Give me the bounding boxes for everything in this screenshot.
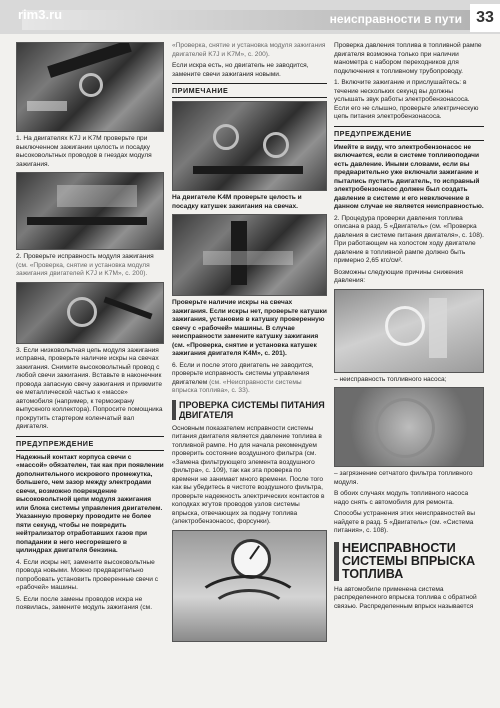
- photo-fuel-filter: [334, 387, 484, 467]
- photo-k4m-coils: [172, 101, 327, 191]
- cause-1: – неисправность топливного насоса;: [334, 375, 447, 383]
- photo-k7j-wires: [16, 42, 164, 132]
- step-6-ref: (см. «Неисправности системы впрыска топлива», с. 33).: [172, 378, 302, 394]
- reference-top: «Проверка, снятие и установка модуля зажигания двигателей K7J и K7M», с. 200).: [172, 42, 326, 58]
- photo-shape: [203, 251, 293, 265]
- caption-3: 3. Если низковольтная цепь модуля зажигания исправна, проверьте наличие искры на свечах зажигания. Снимите высоковольтный провод с любой свечи зажигания. Вставьте в наконечник провода запасную свечу зажигания и прижмите ее металлической частью к «массе» автомобиля (например, к термоэкрану выпускного коллектора). Попросите помощника прокрутить стартером коленчатый вал двигателя.: [16, 346, 163, 430]
- caption-1: 1. На двигателях K7J и K7M проверьте при выключенном зажигании целость и посадку высоковольтных проводов в гнездах модуля зажигания.: [16, 135, 152, 168]
- caption-spark-ref: (см. «Проверка, снятие и установка катушек зажигания двигателя K4M», с. 201).: [172, 341, 317, 357]
- paragraph-replace: В обоих случаях модуль топливного насоса надо снять с автомобиля для ремонта.: [334, 490, 469, 506]
- step-1: 1. Включите зажигание и прислушайтесь: в течение нескольких секунд вы должны услышать звук работы электробензонасоса. Если его не слышно, проверьте электрическую цепь питания электробензонасоса.: [334, 79, 479, 120]
- column-middle: [172, 42, 327, 645]
- photo-shape: [263, 132, 289, 158]
- column-right: [334, 42, 484, 614]
- step-6: [172, 362, 327, 396]
- photo-shape: [193, 166, 303, 174]
- paragraph-last: На автомобиле применена система распределенного впрыска топлива с обратной связью. Распределенным впрыск называется: [334, 585, 477, 610]
- section-title: неисправности в пути: [329, 12, 462, 26]
- warning-text: Надежный контакт корпуса свечи с «массой» обязателен, так как при появлении дополнительного искрового промежутка, большего, чем зазор между электродами свечи, возможно повреждение высоковольтной цепи модуля зажигания или блока системы управления двигателем. Указанную проверку проводите не более пяти секунд, чтобы не повредить нейтрализатор отработавших газов при попадании в него несгоревшего в цилиндрах двигателя бензина.: [16, 453, 164, 554]
- page-number: 33: [470, 4, 500, 32]
- paragraph-methods: Способы устранения этих неисправностей вы найдете в разд. 5 «Двигатель» (см. «Система питания», с. 108).: [334, 510, 476, 534]
- caption-2-ref: (см. «Проверка, снятие и установка модуля зажигания двигателей K7J и K7M», с. 200).: [16, 261, 150, 277]
- paragraph-pressure: Проверка давления топлива в топливной рампе двигателя возможна только при наличии манометра с набором переходников для подключения к топливному трубопроводу.: [334, 42, 482, 75]
- photo-shape: [67, 297, 97, 327]
- photo-shape: [385, 306, 425, 346]
- step-6-main: 6. Если и после этого двигатель не заводится, проверьте исправность системы управления двигателем: [172, 361, 314, 386]
- paragraph-fuel: Основным показателем исправности системы питания двигателя является давление топлива в топливной рампе. Но для начала рекомендуем проверить состояние воздушного фильтра (см. «Замена фильтрующего элемента воздушного фильтра», с. 109), так как эта проверка по времени не занимает много времени. После того как вы убедитесь в чистоте воздушного фильтра, проверьте надежность электрических контактов в колодках жгутов проводов узлов системы впрыска, отвечающих за подачу топлива (электробензонасос, форсунки).: [172, 424, 325, 525]
- column-left: [16, 42, 164, 616]
- site-label[interactable]: rim3.ru: [18, 7, 63, 22]
- caption-k4m: На двигателе K4M проверьте целость и посадку катушек зажигания на свечах.: [172, 194, 302, 210]
- caption-2-main: 2. Проверьте исправность модуля зажигания: [16, 253, 154, 260]
- photo-spark-coil: [172, 214, 327, 296]
- photo-shape: [27, 101, 67, 111]
- step-4: 4. Если искры нет, замените высоковольтные провода новыми. Можно предварительно попробовать установить проверенные свечи с «рабочей» машины.: [16, 558, 159, 591]
- photo-pressure-gauge: [172, 530, 327, 642]
- caption-2: [16, 253, 164, 279]
- photo-shape: [429, 298, 447, 358]
- step-5: 5. Если после замены проводов искра не появилась, замените модуль зажигания (см.: [16, 595, 153, 611]
- photo-fuel-pump: [334, 289, 484, 373]
- page-header: [0, 0, 500, 34]
- paragraph-top: Если искра есть, но двигатель не заводится, замените свечи зажигания новыми.: [172, 62, 309, 78]
- photo-shape: [57, 185, 137, 207]
- caption-spark-main: Проверьте наличие искры на свечах зажигания. Если искры нет, проверьте катушки зажигания, установив в катушку проверенную свечу с «рабочей» машины. В случае неисправности замените катушку зажигания: [172, 299, 327, 340]
- photo-shape: [27, 217, 147, 225]
- photo-shape: [375, 398, 435, 458]
- photo-ignition-module: [16, 172, 164, 250]
- photo-shape: [103, 296, 152, 319]
- warning-text-2: Имейте в виду, что электробензонасос не включается, если в системе топливоподачи есть давление. Иными словами, если вы предварительно уже включали зажигание и пытались пустить двигатель, то исправный электробензонасос должен был создать давление в системе и его невключение в данном случае не является неисправностью.: [334, 143, 484, 210]
- section-heading-fuel-system: ПРОВЕРКА СИСТЕМЫ ПИТАНИЯ ДВИГАТЕЛЯ: [172, 400, 327, 420]
- paragraph-causes: Возможны следующие причины снижения давления:: [334, 268, 463, 284]
- cause-2: – загрязнение сетчатого фильтра топливного модуля.: [334, 470, 473, 486]
- warning-heading-2: ПРЕДУПРЕЖДЕНИЕ: [334, 126, 484, 141]
- step-2: 2. Процедура проверки давления топлива описана в разд. 5 «Двигатель» (см. «Проверка давления в системе питания двигателя», с. 108). При работающем на холостом ходу двигателе давление в топливной рампе должно быть примерно 2,65 кгс/см².: [334, 214, 484, 264]
- photo-spark-check: [16, 282, 164, 344]
- warning-heading: ПРЕДУПРЕЖДЕНИЕ: [16, 436, 164, 451]
- gauge-hose: [209, 589, 289, 635]
- note-heading: ПРИМЕЧАНИЕ: [172, 83, 327, 98]
- photo-shape: [213, 124, 239, 150]
- caption-spark: [172, 299, 327, 359]
- section-heading-injection: НЕИСПРАВНОСТИ СИСТЕМЫ ВПРЫСКА ТОПЛИВА: [334, 542, 484, 581]
- photo-shape: [79, 73, 103, 97]
